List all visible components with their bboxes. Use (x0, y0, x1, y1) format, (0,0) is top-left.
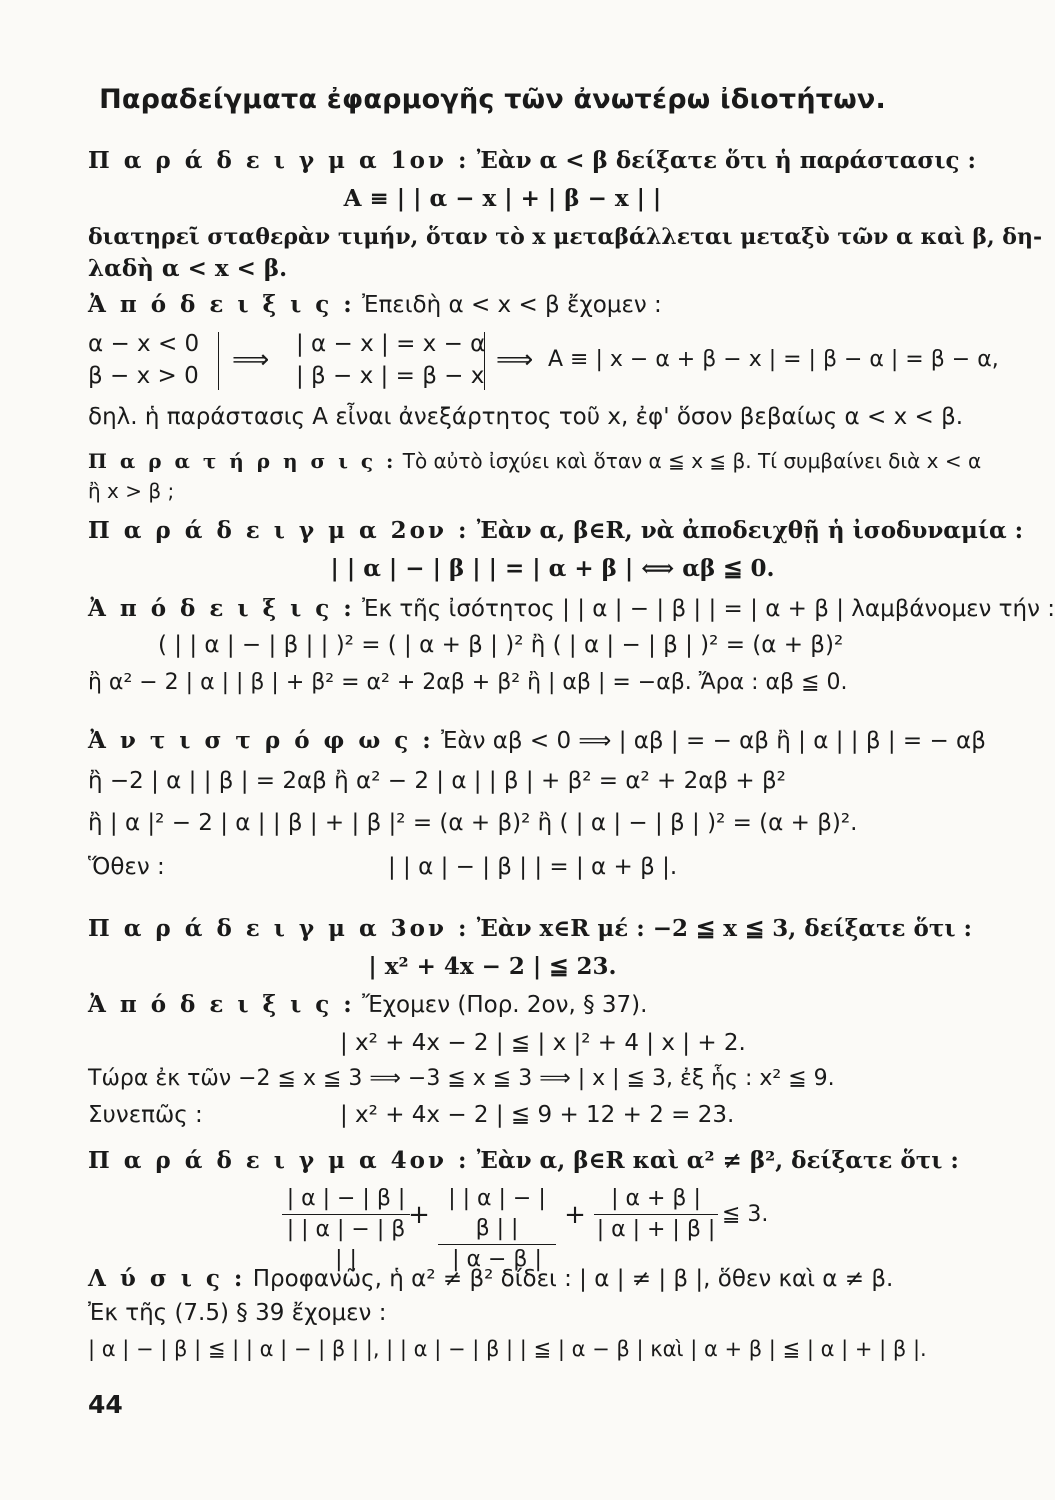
system-left-line: β − x > 0 (88, 363, 199, 389)
page-number: 44 (88, 1390, 123, 1419)
fraction-1 (282, 1184, 410, 1275)
example-1-proof (88, 290, 945, 320)
remark-label: Π α ρ α τ ή ρ η σ ι ς : (88, 449, 397, 473)
example-2-hence (88, 852, 945, 882)
hence-expression: | x² + 4x − 2 | ≦ 9 + 12 + 2 = 23. (340, 1102, 735, 1128)
example-1-heading (88, 146, 976, 176)
example-1-line: διατηρεῖ σταθερὰν τιμήν, ὅταν τὸ x μεταβάλλεται μεταξὺ τῶν α καὶ β, δη- (88, 224, 1043, 250)
system-left (88, 328, 199, 392)
example-2-statement: Ἐὰν α, β∈R, νὰ ἀποδειχθῇ ἡ ἰσοδυναμία : (476, 517, 1024, 544)
solution-label: Λ ύ σ ι ς : (88, 1265, 246, 1292)
example-1-conclusion: δηλ. ἡ παράστασις A εἶναι ἀνεξάρτητος τοῦ x, ἐφ' ὅσον βεβαίως α < x < β. (88, 404, 964, 430)
inequality-tail: ≦ 3. (722, 1202, 769, 1227)
example-3-statement: Ἐὰν x∈R μέ : −2 ≦ x ≦ 3, δείξατε ὅτι : (476, 915, 972, 942)
hence-label: Ὅθεν : (88, 854, 165, 880)
solution-text: Προφανῶς, ἡ α² ≠ β² δίδει : | α | ≠ | β |, ὅθεν καὶ α ≠ β. (252, 1266, 894, 1292)
example-4-solution (88, 1264, 945, 1294)
example-3-label: Π α ρ ά δ ε ι γ μ α 3ον : (88, 915, 470, 942)
converse-text: Ἐὰν αβ < 0 ⟹ | αβ | = − αβ ἢ | α | | β | = − αβ (441, 728, 986, 754)
remark-text: Τὸ αὐτὸ ἰσχύει καὶ ὅταν α ≦ x ≦ β. Τί συμβαίνει διὰ x < α (402, 449, 982, 473)
example-4-last-line: | α | − | β | ≦ | | α | − | β | |, | | α | − | β | | ≦ | α − β | καὶ | α + β | ≦ | α | + | β |. (88, 1337, 927, 1361)
arrow: ⟹ (232, 345, 270, 375)
example-2-step: ἢ α² − 2 | α | | β | + β² = α² + 2αβ + β² ἢ | αβ | = −αβ. Ἄρα : αβ ≦ 0. (88, 670, 848, 695)
page-title: Παραδείγματα ἐφαρμογῆς τῶν ἀνωτέρω ἰδιοτήτων. (99, 84, 886, 115)
example-2-equivalence: | | α | − | β | | = | α + β | ⟺ αβ ≦ 0. (330, 555, 775, 582)
fraction-2 (438, 1184, 556, 1275)
fraction-numerator: | | α | − | β | | (448, 1186, 546, 1241)
system-bracket (218, 332, 219, 390)
proof-text: Ἔχομεν (Πορ. 2ον, § 37). (362, 992, 648, 1018)
system-middle-line: | α − x | = x − α (296, 331, 486, 357)
plus-sign: + (564, 1200, 586, 1230)
proof-text: Ἐπειδὴ α < x < β ἔχομεν : (362, 292, 662, 318)
example-4-label: Π α ρ ά δ ε ι γ μ α 4ον : (88, 1147, 470, 1174)
proof-label: Ἀ π ό δ ε ι ξ ι ς : (88, 991, 355, 1018)
example-2-proof (88, 594, 1055, 624)
example-1-statement: Ἐὰν α < β δείξατε ὅτι ἡ παράστασις : (476, 147, 976, 174)
example-3-heading (88, 914, 972, 944)
example-2-label: Π α ρ ά δ ε ι γ μ α 2ον : (88, 517, 470, 544)
proof-text: Ἐκ τῆς ἰσότητος | | α | − | β | | = | α + β | λαμβάνομεν τήν : (362, 596, 1055, 622)
example-2-step: ( | | α | − | β | | )² = ( | α + β | )² ἢ ( | α | − | β | )² = (α + β)² (158, 632, 844, 658)
example-2-converse (88, 726, 986, 756)
example-1-remark-cont: ἢ x > β ; (88, 479, 175, 503)
example-2-heading (88, 516, 1024, 546)
example-2-step: ἢ | α |² − 2 | α | | β | + | β |² = (α + β)² ἢ ( | α | − | β | )² = (α + β)². (88, 810, 858, 836)
example-3-step: Τώρα ἐκ τῶν −2 ≦ x ≦ 3 ⟹ −3 ≦ x ≦ 3 ⟹ | x | ≦ 3, ἐξ ἧς : x² ≦ 9. (88, 1066, 835, 1091)
fraction-numerator: | α | − | β | (286, 1186, 406, 1211)
proof-label: Ἀ π ό δ ε ι ξ ι ς : (88, 291, 355, 318)
hence-label: Συνεπῶς : (88, 1102, 203, 1128)
example-1-expression: A ≡ | | α − x | + | β − x | | (343, 185, 662, 212)
fraction-denominator: | | α | − | β | | (286, 1217, 406, 1272)
converse-label: Ἀ ν τ ι σ τ ρ ό φ ω ς : (88, 727, 434, 754)
hence-expression: | | α | − | β | | = | α + β |. (388, 854, 678, 880)
plus-sign: + (408, 1200, 430, 1230)
example-1-remark (88, 446, 982, 476)
system-middle-line: | β − x | = β − x (296, 363, 485, 389)
example-2-step: ἢ −2 | α | | β | = 2αβ ἢ α² − 2 | α | | β | + β² = α² + 2αβ + β² (88, 768, 786, 794)
example-3-inequality: | x² + 4x − 2 | ≦ | x |² + 4 | x | + 2. (340, 1030, 746, 1056)
example-3-proof (88, 990, 945, 1020)
system-result: A ≡ | x − α + β − x | = | β − α | = β − α, (548, 347, 999, 372)
system-left-line: α − x < 0 (88, 331, 200, 357)
example-3-claim: | x² + 4x − 2 | ≦ 23. (368, 953, 617, 980)
fraction-numerator: | α + β | (611, 1186, 701, 1211)
fraction-denominator: | α − β | (452, 1247, 542, 1272)
example-1-label: Π α ρ ά δ ε ι γ μ α 1ον : (88, 147, 470, 174)
system-middle (296, 328, 485, 392)
example-4-reference: Ἐκ τῆς (7.5) § 39 ἔχομεν : (88, 1300, 387, 1326)
example-4-statement: Ἐὰν α, β∈R καὶ α² ≠ β², δείξατε ὅτι : (476, 1147, 959, 1174)
example-1-line: λαδὴ α < x < β. (88, 255, 288, 282)
proof-label: Ἀ π ό δ ε ι ξ ι ς : (88, 595, 355, 622)
fraction-denominator: | α | + | β | (596, 1217, 716, 1242)
example-3-hence (88, 1100, 945, 1130)
fraction-3 (594, 1184, 718, 1245)
example-4-heading (88, 1146, 959, 1176)
system-bracket (484, 332, 485, 390)
arrow: ⟹ (496, 345, 534, 375)
